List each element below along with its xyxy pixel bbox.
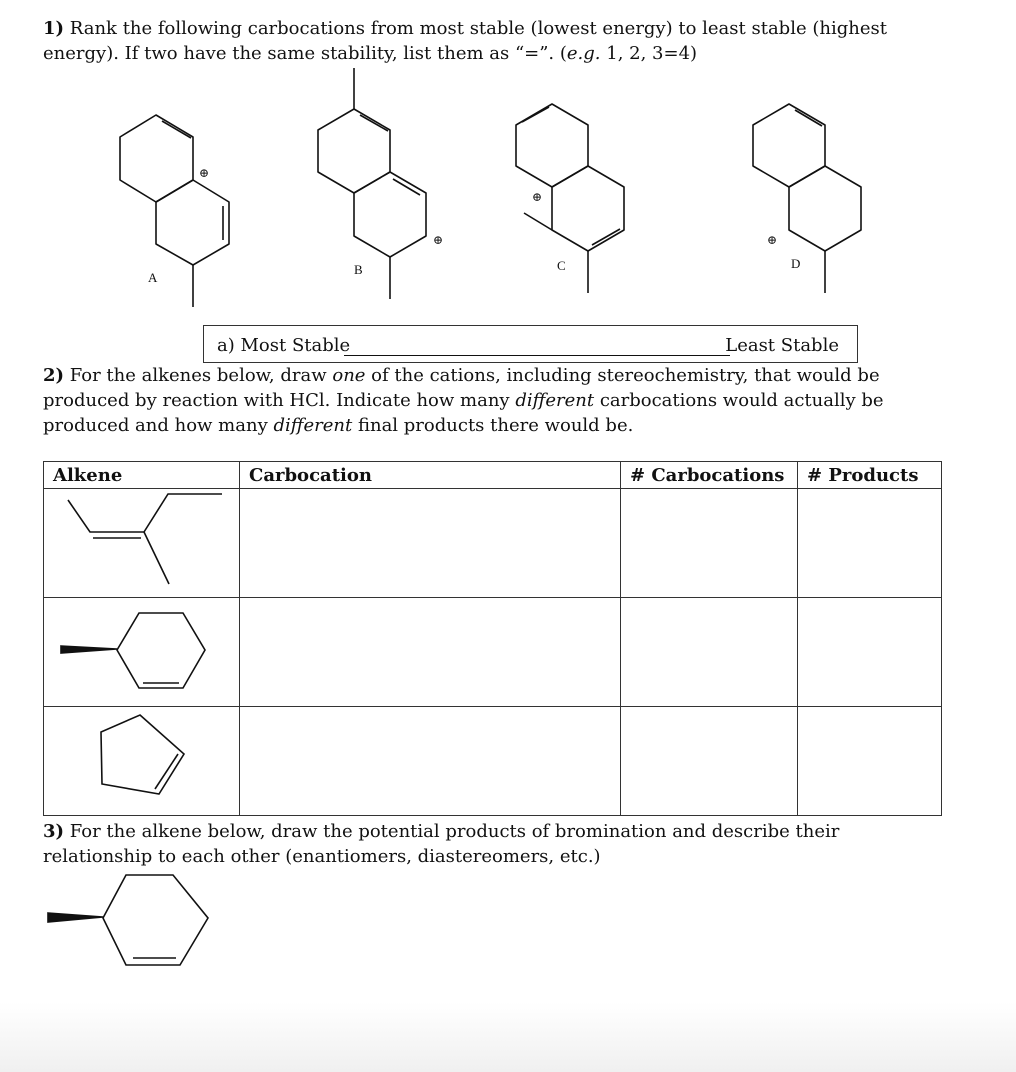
ranking-most-stable: a) Most Stable <box>217 335 351 356</box>
question-2-number: 2) <box>43 365 65 386</box>
question-2-emphasis-different-2: different <box>273 415 353 436</box>
molecule-b-charge: ⊕ <box>433 233 444 247</box>
header-num-products: # Products <box>798 462 942 489</box>
question-1-text-end: 1, 2, 3=4) <box>600 43 698 64</box>
question-2-text-c: carbocations would actually be produced and how many <box>43 390 890 436</box>
molecule-c-charge: ⊕ <box>532 190 543 204</box>
header-carbocation: Carbocation <box>240 462 621 489</box>
question-2-text: For the alkenes below, draw <box>64 365 333 386</box>
question-1-number: 1) <box>43 18 65 39</box>
question-1-example: e.g. <box>566 43 601 64</box>
ranking-least-stable: Least Stable <box>725 335 839 356</box>
question-2-emphasis-different-1: different <box>515 390 595 411</box>
molecule-d-label: D <box>791 256 801 271</box>
question-2-text-d: final products there would be. <box>352 415 634 436</box>
question-3-number: 3) <box>43 821 65 842</box>
molecule-b-label: B <box>354 262 363 277</box>
molecule-c-label: C <box>557 258 566 273</box>
molecule-a-label: A <box>148 270 158 285</box>
question-2-text-b: of the cations, including stereochemistry, that would be produced by reaction with HCl. Indicate how many <box>43 365 886 411</box>
question-1-text: Rank the following carbocations from most stable (lowest energy) to least stable (highest energy). If two have the same stability, list them as “=”. ( <box>43 18 893 64</box>
header-alkene: Alkene <box>44 462 240 489</box>
question-3-text: For the alkene below, draw the potential products of bromination and describe their relationship to each other (enantiomers, diastereomers, etc.) <box>43 821 846 867</box>
molecule-d-charge: ⊕ <box>767 233 778 247</box>
header-num-carbocations: # Carbocations <box>621 462 798 489</box>
molecule-a-charge: ⊕ <box>199 166 210 180</box>
page-bottom-shadow <box>0 1002 1016 1072</box>
question-2-emphasis-one: one <box>332 365 366 386</box>
